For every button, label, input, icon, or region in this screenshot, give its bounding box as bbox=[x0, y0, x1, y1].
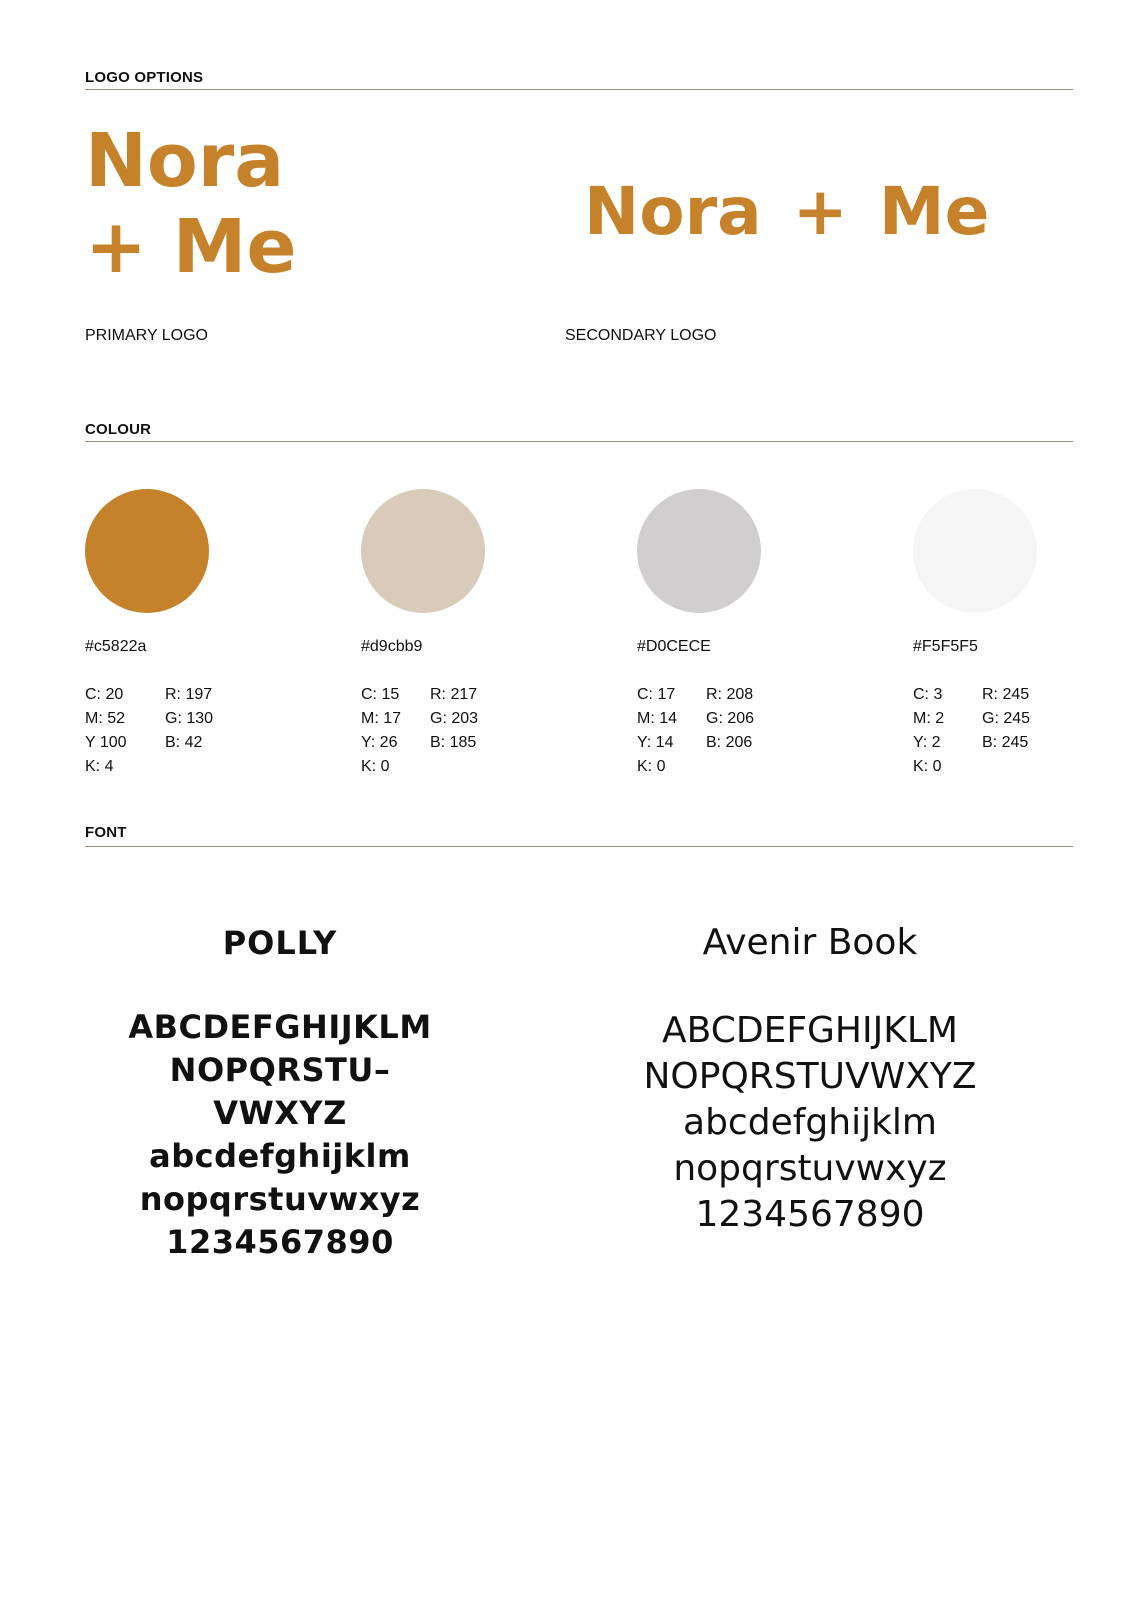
divider bbox=[85, 89, 1073, 90]
cmyk-k: K: 0 bbox=[637, 758, 666, 775]
font-sample-line: nopqrstuvwxyz bbox=[139, 1180, 421, 1218]
colour-hex-4: #F5F5F5 bbox=[913, 638, 978, 655]
colour-hex-1: #c5822a bbox=[85, 638, 147, 655]
rgb-r: R: 208 bbox=[706, 686, 754, 703]
secondary-logo: Nora + Me bbox=[584, 173, 990, 250]
cmyk-c: C: 15 bbox=[361, 686, 400, 703]
cmyk-m: M: 52 bbox=[85, 710, 126, 727]
cmyk-c: C: 3 bbox=[913, 686, 943, 703]
font-name-polly: POLLY bbox=[222, 924, 338, 962]
font-sample-line: 1234567890 bbox=[695, 1194, 925, 1235]
cmyk-m: M: 2 bbox=[913, 710, 945, 727]
rgb-b: B: 42 bbox=[165, 734, 203, 751]
font-sample-line: NOPQRSTU– bbox=[169, 1051, 391, 1089]
cmyk-y: Y: 2 bbox=[913, 734, 941, 751]
font-sample-line: ABCDEFGHIJKLM bbox=[128, 1008, 432, 1046]
cmyk-y: Y 100 bbox=[85, 734, 127, 751]
cmyk-m: M: 17 bbox=[361, 710, 402, 727]
divider bbox=[85, 441, 1073, 442]
cmyk-m: M: 14 bbox=[637, 710, 678, 727]
cmyk-y: Y: 14 bbox=[637, 734, 674, 751]
colour-swatch-3 bbox=[637, 489, 761, 613]
section-title-font: FONT bbox=[85, 824, 127, 841]
font-sample-line: NOPQRSTUVWXYZ bbox=[643, 1056, 977, 1097]
font-specimen-polly bbox=[95, 920, 465, 1264]
cmyk-c: C: 17 bbox=[637, 686, 676, 703]
font-sample-line: ABCDEFGHIJKLM bbox=[662, 1010, 958, 1051]
rgb-g: G: 206 bbox=[706, 710, 755, 727]
font-sample-line: nopqrstuvwxyz bbox=[673, 1148, 947, 1189]
cmyk-k: K: 4 bbox=[85, 758, 114, 775]
font-sample-avenir bbox=[590, 1008, 1030, 1238]
rgb-b: B: 206 bbox=[706, 734, 753, 751]
secondary-logo-caption: SECONDARY LOGO bbox=[565, 327, 717, 344]
cmyk-c: C: 20 bbox=[85, 686, 124, 703]
section-title-logo-options: LOGO OPTIONS bbox=[85, 69, 204, 86]
colour-hex-3: #D0CECE bbox=[637, 638, 711, 655]
font-sample-line: 1234567890 bbox=[166, 1223, 394, 1261]
rgb-g: G: 245 bbox=[982, 710, 1031, 727]
rgb-b: B: 245 bbox=[982, 734, 1029, 751]
rgb-g: G: 203 bbox=[430, 710, 479, 727]
rgb-r: R: 197 bbox=[165, 686, 213, 703]
divider bbox=[85, 846, 1073, 847]
cmyk-y: Y: 26 bbox=[361, 734, 398, 751]
colour-swatch-2 bbox=[361, 489, 485, 613]
colour-swatch-1 bbox=[85, 489, 209, 613]
rgb-b: B: 185 bbox=[430, 734, 477, 751]
cmyk-k: K: 0 bbox=[361, 758, 390, 775]
cmyk-k: K: 0 bbox=[913, 758, 942, 775]
section-title-colour: COLOUR bbox=[85, 421, 152, 438]
font-sample-line: abcdefghijklm bbox=[149, 1137, 411, 1175]
primary-logo-line-2: + Me bbox=[85, 204, 297, 290]
rgb-g: G: 130 bbox=[165, 710, 214, 727]
font-sample-polly bbox=[95, 1006, 465, 1264]
font-sample-line: abcdefghijklm bbox=[683, 1102, 937, 1143]
font-name-avenir: Avenir Book bbox=[702, 922, 918, 963]
primary-logo-line-1: Nora bbox=[85, 118, 285, 204]
colour-swatch-4 bbox=[913, 489, 1037, 613]
colour-hex-2: #d9cbb9 bbox=[361, 638, 423, 655]
primary-logo-caption: PRIMARY LOGO bbox=[85, 327, 208, 344]
font-specimen-avenir bbox=[590, 920, 1030, 1238]
rgb-r: R: 217 bbox=[430, 686, 478, 703]
font-sample-line: VWXYZ bbox=[213, 1094, 347, 1132]
rgb-r: R: 245 bbox=[982, 686, 1030, 703]
primary-logo bbox=[85, 118, 297, 290]
